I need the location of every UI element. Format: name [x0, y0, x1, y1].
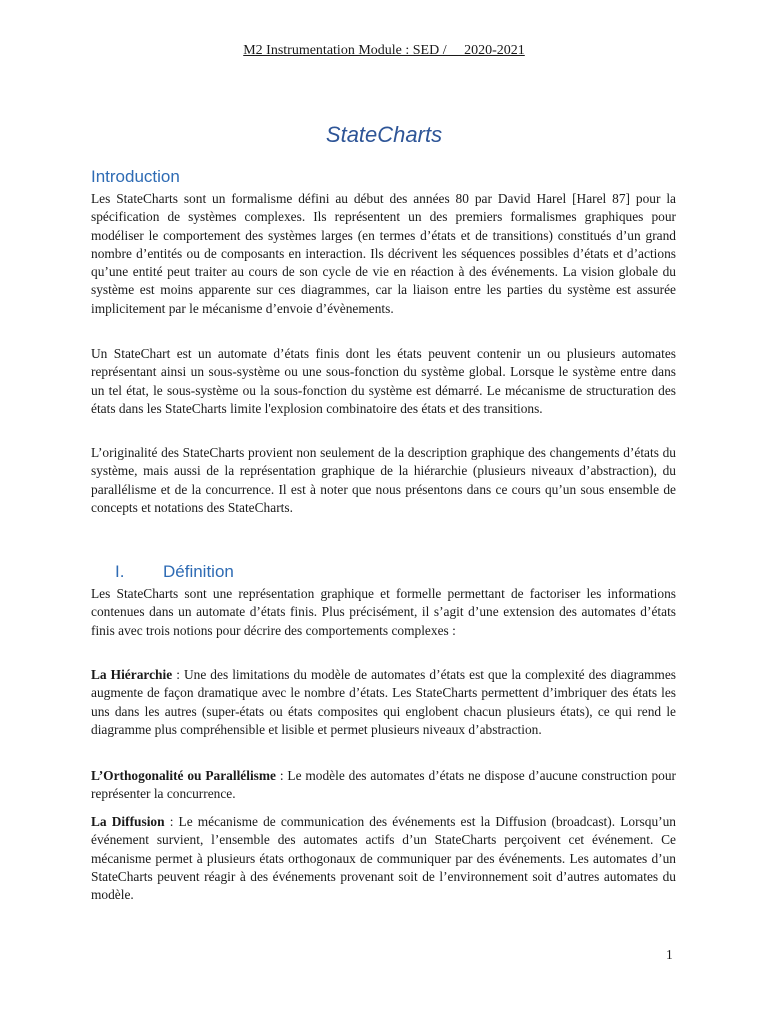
- item-term: L’Orthogonalité ou Parallélisme: [91, 768, 276, 783]
- definition-intro-paragraph: Les StateCharts sont une représentation graphique et formelle permettant de factoriser les informations contenues dans un automate d’états finis. Plus précisément, il s’agit d’une extension des automates d’états finis avec trois notions pour décrire des comportements complexes :: [91, 586, 676, 638]
- intro-paragraph-1: Les StateCharts sont un formalisme défini au début des années 80 par David Harel [Harel 87] pour la spécification de systèmes complexes. Ils représentent un des premiers formalismes graphiques pour modéliser le comportement des systèmes larges (en termes d’états et de transitions) constitués d’un grand nombre d’entités ou de composants en interaction. Ils décrivent les séquences possibles d’états et d’actions qu’une entité peut traiter au cours de son cycle de vie en réaction à des événements. La vision globale du système est moins apparente sur ces diagrammes, car la liaison entre les parties du système est assurée implicitement par le mécanisme d’envoie d’évènements.: [91, 191, 676, 316]
- section-heading-introduction: Introduction: [91, 167, 180, 186]
- definition-item-hierarchie: [91, 666, 676, 739]
- item-text: : Le modèle des automates d’états ne dispose d’aucune construction pour représenter la concurrence.: [91, 768, 676, 802]
- item-term: La Diffusion: [91, 814, 165, 829]
- item-text: : Une des limitations du modèle de automates d’états est que la complexité des diagrammes augmente de façon dramatique avec le nombre d’états. Les StateCharts permettent d’imbriquer des états les uns dans les autres (super-états ou états composites qui englobent chacun plusieurs états), ce qui rend le diagramme plus compréhensible et lisible et permet plusieurs niveaux d’abstraction.: [91, 667, 677, 737]
- section-number: I.: [115, 562, 125, 581]
- intro-paragraph-2: Un StateChart est un automate d’états finis dont les états peuvent contenir un ou plusieurs automates représentant ainsi un sous-système ou une sous-fonction du système global. Lorsque le système entre dans un tel état, le sous-système ou la sous-fonction du système est démarré. Le mécanisme de structuration des états dans les StateCharts limite l'explosion combinatoire des états et des transitions.: [91, 346, 676, 416]
- definition-item-orthogonalite: [91, 767, 676, 804]
- page-header: [0, 43, 768, 59]
- definition-item-diffusion: [91, 813, 676, 904]
- section-title: Définition: [163, 562, 234, 581]
- document-title: StateCharts: [325, 122, 443, 147]
- item-term: La Hiérarchie: [91, 667, 173, 682]
- page-number: 1: [666, 947, 673, 962]
- header-text: M2 Instrumentation Module : SED / 2020-2021: [243, 43, 525, 58]
- intro-paragraph-3: L’originalité des StateCharts provient non seulement de la description graphique des changements d’états du système, mais aussi de la représentation graphique de la hiérarchie (plusieurs niveaux d’abstraction), du parallélisme et de la concurrence. Il est à noter que nous présentons dans ce cours qu’un sous ensemble de concepts et notations des StateCharts.: [91, 445, 676, 515]
- item-text: : Le mécanisme de communication des événements est la Diffusion (broadcast). Lorsqu’un événement survient, l’ensemble des automates actifs d’un StateCharts perçoivent cet événement. Ce mécanisme permet à plusieurs états orthogonaux de communiquer par des événements. Les automates d’un StateCharts peuvent réagir à des événements provenant soit de l’environnement soit d’autres automates du modèle.: [91, 814, 676, 903]
- section-heading-definition: [91, 561, 234, 583]
